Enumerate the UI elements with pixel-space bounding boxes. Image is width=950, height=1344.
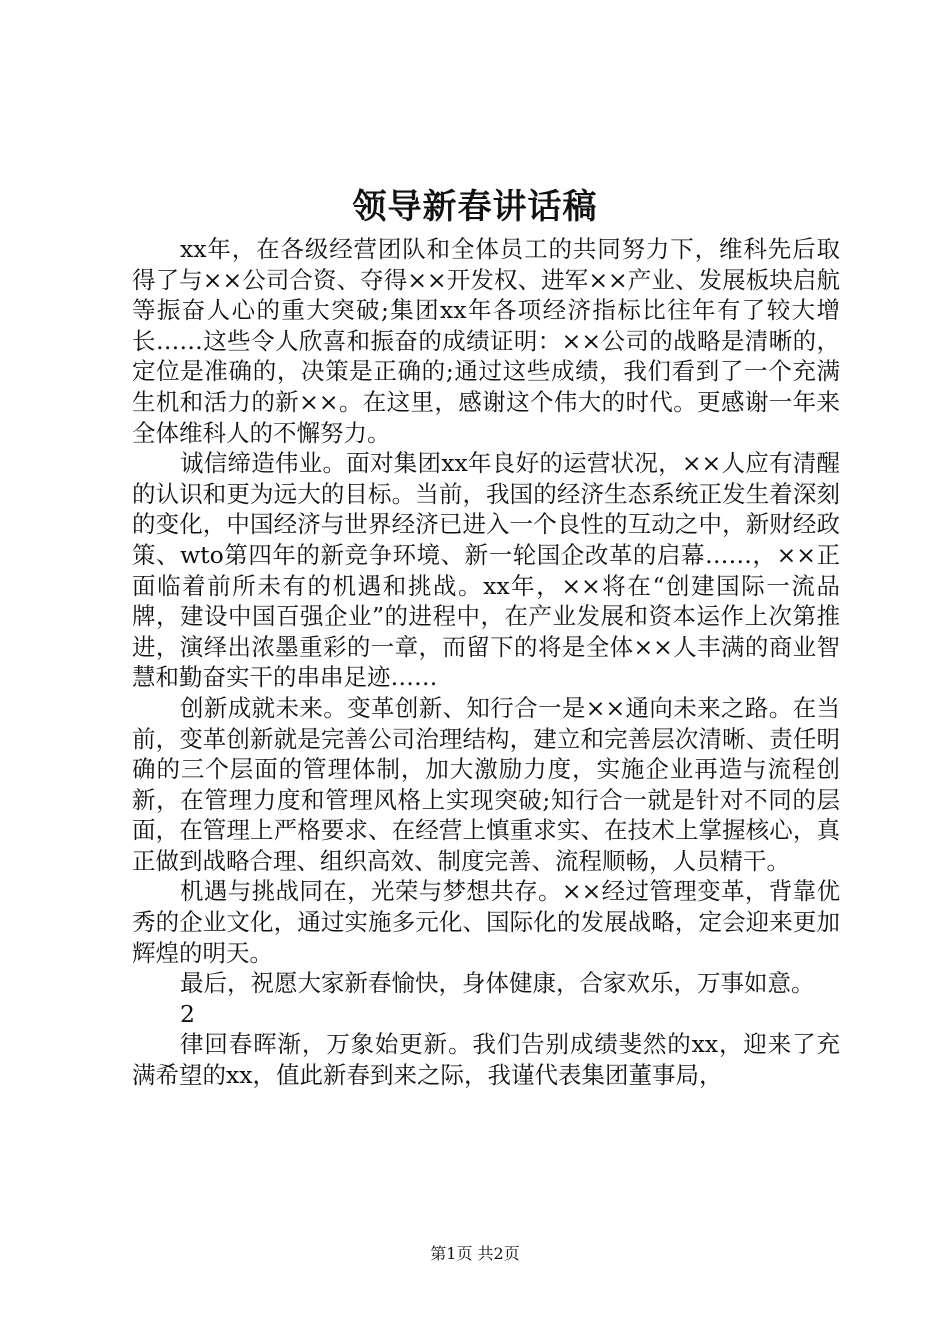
page-footer: 第1页 共2页 xyxy=(430,1244,520,1263)
paragraph-5: 最后，祝愿大家新春愉快，身体健康，合家欢乐，万事如意。 xyxy=(180,969,815,998)
paragraph-2: 诚信缔造伟业。面对集团xx年良好的运营状况，××人应有清醒的认识和更为远大的目标。当前，我国的经济生态系统正发生着深刻的变化，中国经济与世界经济已进入一个良性的互动之中，新财经政策、wto第四年的新竞争环境、新一轮国企改革的启幕……，××正面临着前所未有的机遇和挑战。xx年，××将在“创建国际一流品牌，建设中国百强企业”的进程中，在产业发展和资本运作上次第推进，演绎出浓墨重彩的一章，而留下的将是全体××人丰满的商业智慧和勤奋实干的串串足迹…… xyxy=(132,449,840,692)
paragraph-6: 律回春晖渐，万象始更新。我们告别成绩斐然的xx，迎来了充满希望的xx，值此新春到来之际，我谨代表集团董事局， xyxy=(132,1030,840,1090)
document-body xyxy=(132,234,840,1091)
paragraph-3: 创新成就未来。变革创新、知行合一是××通向未来之路。在当前，变革创新就是完善公司治理结构，建立和完善层次清晰、责任明确的三个层面的管理体制，加大激励力度，实施企业再造与流程创新，在管理力度和管理风格上实现突破;知行合一就是针对不同的层面，在管理上严格要求、在经营上慎重求实、在技术上掌握核心，真正做到战略合理、组织高效、制度完善、流程顺畅，人员精干。 xyxy=(132,693,840,875)
section-number: 2 xyxy=(180,999,195,1028)
paragraph-4: 机遇与挑战同在，光荣与梦想共存。××经过管理变革，背靠优秀的企业文化，通过实施多元化、国际化的发展战略，定会迎来更加辉煌的明天。 xyxy=(132,877,840,967)
paragraph-1: xx年，在各级经营团队和全体员工的共同努力下，维科先后取得了与××公司合资、夺得××开发权、进军××产业、发展板块启航等振奋人心的重大突破;集团xx年各项经济指标比往年有了较大增长……这些令人欣喜和振奋的成绩证明：××公司的战略是清晰的，定位是准确的，决策是正确的;通过这些成绩，我们看到了一个充满生机和活力的新××。在这里，感谢这个伟大的时代。更感谢一年来全体维科人的不懈努力。 xyxy=(132,235,840,447)
document-title: 领导新春讲话稿 xyxy=(352,187,598,227)
